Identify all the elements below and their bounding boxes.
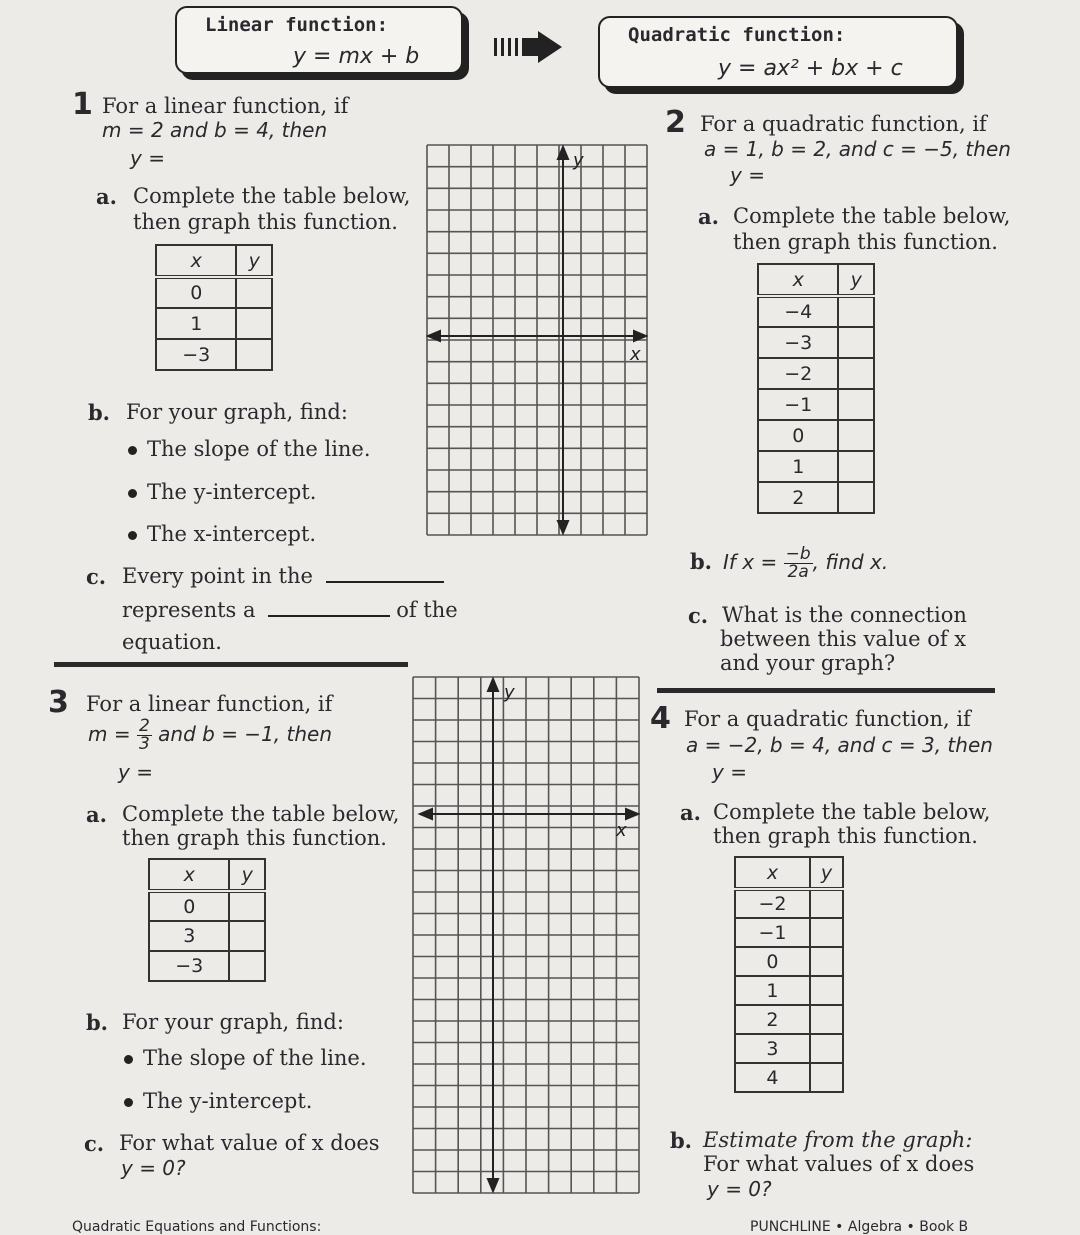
problem-2-c-line1: What is the connection xyxy=(722,603,967,627)
problem-1-line1: For a linear function, if xyxy=(102,94,349,118)
table-header-row xyxy=(758,264,874,296)
table-row xyxy=(149,891,265,921)
problem-3-b-text: For your graph, find: xyxy=(122,1010,344,1034)
problem-1-c-line2: represents a of the xyxy=(122,598,458,622)
problem-4-line2: a = −2, b = 4, and c = 3, then xyxy=(686,733,993,757)
table-row xyxy=(758,420,874,451)
table-cell-x: −1 xyxy=(735,918,810,947)
graph-3-x-axis-label: x xyxy=(616,820,627,841)
problem-1-bullet-2: The y-intercept. xyxy=(128,480,317,505)
table-cell-x: 2 xyxy=(735,1005,810,1034)
problem-1-b-text: For your graph, find: xyxy=(126,400,348,424)
table-cell-x: 0 xyxy=(156,277,236,308)
problem-3-line2: m = $\frac{2}{3}$ and b = −1, then xyxy=(88,716,333,754)
table-cell-y-input[interactable] xyxy=(838,327,874,358)
table-row xyxy=(156,277,272,308)
table-row xyxy=(149,921,265,951)
bullet-icon xyxy=(124,1055,133,1064)
graph-3-coordinate-grid[interactable] xyxy=(412,676,640,1194)
problem-2-number: 2 xyxy=(665,105,686,140)
table-cell-x: −2 xyxy=(758,358,838,389)
problem-2-y-equals: y = xyxy=(730,163,765,187)
table-row xyxy=(758,482,874,513)
table-header-y: y xyxy=(236,245,272,277)
table-row xyxy=(758,389,874,420)
table-header-y: y xyxy=(229,859,265,891)
quadratic-function-formula: y = ax² + bx + c xyxy=(718,56,903,81)
bullet-icon xyxy=(128,531,137,540)
table-cell-x: −3 xyxy=(758,327,838,358)
table-cell-x: 3 xyxy=(149,921,229,951)
problem-1-line2: m = 2 and b = 4, then xyxy=(102,118,328,142)
problem-2-c-line3: and your graph? xyxy=(720,651,896,675)
footer-right: PUNCHLINE • Algebra • Book B xyxy=(750,1219,969,1235)
problem-3-b-label: b. xyxy=(86,1010,108,1035)
problem-3-bullet-2: The y-intercept. xyxy=(124,1089,313,1114)
problem-4-a-line1: Complete the table below, xyxy=(713,800,991,824)
bullet-icon xyxy=(128,489,137,498)
table-cell-x: 0 xyxy=(149,891,229,921)
quadratic-function-box xyxy=(598,16,958,88)
problem-1-c-line1: Every point in the xyxy=(122,564,444,589)
footer-left: Quadratic Equations and Functions: xyxy=(72,1219,322,1235)
table-header-x: x xyxy=(156,245,236,277)
table-cell-x: −3 xyxy=(156,339,236,370)
table-header-y: y xyxy=(810,857,843,889)
table-row xyxy=(735,1005,843,1034)
table-cell-y-input[interactable] xyxy=(229,891,265,921)
answer-blank[interactable] xyxy=(326,581,444,583)
table-row xyxy=(735,976,843,1005)
table-cell-x: 4 xyxy=(735,1063,810,1092)
table-cell-y-input[interactable] xyxy=(810,1063,843,1092)
problem-3-c-line1: For what value of x does xyxy=(119,1131,380,1155)
problem-1-bullet-1: The slope of the line. xyxy=(128,437,371,462)
problem-2-line2: a = 1, b = 2, and c = −5, then xyxy=(704,137,1011,161)
problem-1-number: 1 xyxy=(72,87,93,122)
problem-3-number: 3 xyxy=(48,685,69,720)
table-cell-y-input[interactable] xyxy=(838,451,874,482)
table-header-row xyxy=(156,245,272,277)
bullet-icon xyxy=(124,1098,133,1107)
table-cell-x: −4 xyxy=(758,296,838,327)
table-cell-y-input[interactable] xyxy=(810,918,843,947)
problem-4-a-label: a. xyxy=(680,800,701,825)
table-cell-y-input[interactable] xyxy=(810,976,843,1005)
problem-1-b-label: b. xyxy=(88,400,110,425)
table-row xyxy=(735,918,843,947)
problem-3-y-equals: y = xyxy=(118,760,153,784)
table-row xyxy=(758,327,874,358)
problem-4-number: 4 xyxy=(650,701,671,736)
table-cell-y-input[interactable] xyxy=(838,358,874,389)
problem-1-a-label: a. xyxy=(96,184,117,209)
table-row xyxy=(735,1034,843,1063)
problem-1-c-label: c. xyxy=(86,564,107,589)
table-cell-x: 1 xyxy=(156,308,236,339)
table-header-row xyxy=(149,859,265,891)
graph-3-y-axis-label: y xyxy=(504,682,515,703)
table-cell-x: 3 xyxy=(735,1034,810,1063)
problem-1-bullet-3: The x-intercept. xyxy=(128,522,316,547)
divider-left xyxy=(54,662,408,667)
table-cell-y-input[interactable] xyxy=(236,277,272,308)
table-cell-x: 2 xyxy=(758,482,838,513)
problem-1-a-line1: Complete the table below, xyxy=(133,184,411,208)
table-header-y: y xyxy=(838,264,874,296)
divider-right xyxy=(657,688,995,693)
bullet-icon xyxy=(128,446,137,455)
table-cell-x: 0 xyxy=(758,420,838,451)
table-row xyxy=(156,308,272,339)
table-cell-y-input[interactable] xyxy=(810,1034,843,1063)
problem-3-c-line2: y = 0? xyxy=(121,1156,186,1180)
table-header-row xyxy=(735,857,843,889)
table-cell-x: −2 xyxy=(735,889,810,918)
problem-2-line1: For a quadratic function, if xyxy=(700,112,987,136)
problem-2-b-text: If x = $\frac{-b}{2a}$ , find x. xyxy=(723,544,889,582)
table-cell-y-input[interactable] xyxy=(838,482,874,513)
table-row xyxy=(735,889,843,918)
table-cell-x: 1 xyxy=(735,976,810,1005)
problem-2-b-label: b. xyxy=(690,549,712,574)
linear-function-title: Linear function: xyxy=(205,14,389,36)
problem-2-a-label: a. xyxy=(698,204,719,229)
answer-blank[interactable] xyxy=(268,615,390,617)
problem-3-a-line1: Complete the table below, xyxy=(122,802,400,826)
table-cell-y-input[interactable] xyxy=(229,951,265,981)
problem-4-b-line2: For what values of x does xyxy=(703,1152,975,1176)
problem-1-table xyxy=(155,244,273,371)
table-cell-y-input[interactable] xyxy=(229,921,265,951)
fraction-two-thirds: $\frac{2}{3}$ xyxy=(138,716,150,754)
quadratic-function-title: Quadratic function: xyxy=(628,24,846,46)
problem-4-table xyxy=(734,856,844,1093)
arrow-right-icon xyxy=(492,30,564,64)
problem-2-c-line2: between this value of x xyxy=(720,627,967,651)
table-cell-y-input[interactable] xyxy=(810,947,843,976)
problem-2-a-line2: then graph this function. xyxy=(733,230,998,254)
problem-3-a-line2: then graph this function. xyxy=(122,826,387,850)
table-header-x: x xyxy=(735,857,810,889)
table-row xyxy=(156,339,272,370)
table-cell-x: −3 xyxy=(149,951,229,981)
problem-3-bullet-1: The slope of the line. xyxy=(124,1046,367,1071)
problem-4-b-line1: Estimate from the graph: xyxy=(703,1128,973,1152)
table-cell-y-input[interactable] xyxy=(810,889,843,918)
table-cell-y-input[interactable] xyxy=(838,420,874,451)
table-header-x: x xyxy=(758,264,838,296)
problem-2-table xyxy=(757,263,875,514)
table-header-x: x xyxy=(149,859,229,891)
problem-3-c-label: c. xyxy=(84,1131,105,1156)
problem-2-a-line1: Complete the table below, xyxy=(733,204,1011,228)
problem-3-table xyxy=(148,858,266,982)
fraction-neg-b-over-2a: $\frac{-b}{2a}$ xyxy=(785,544,811,582)
problem-1-a-line2: then graph this function. xyxy=(133,210,398,234)
problem-3-line1: For a linear function, if xyxy=(86,692,333,716)
table-cell-y-input[interactable] xyxy=(838,296,874,327)
linear-function-formula: y = mx + b xyxy=(293,44,420,69)
problem-4-b-label: b. xyxy=(670,1128,692,1153)
graph-1-y-axis-label: y xyxy=(573,150,584,171)
problem-3-a-label: a. xyxy=(86,802,107,827)
table-cell-x: 1 xyxy=(758,451,838,482)
problem-4-a-line2: then graph this function. xyxy=(713,824,978,848)
linear-function-box xyxy=(175,6,463,74)
table-cell-y-input[interactable] xyxy=(236,339,272,370)
table-cell-x: 0 xyxy=(735,947,810,976)
problem-1-y-equals: y = xyxy=(130,146,165,170)
table-cell-x: −1 xyxy=(758,389,838,420)
problem-4-b-line3: y = 0? xyxy=(707,1177,772,1201)
problem-4-line1: For a quadratic function, if xyxy=(684,707,971,731)
table-row xyxy=(735,947,843,976)
table-row xyxy=(758,296,874,327)
table-row xyxy=(149,951,265,981)
graph-1-coordinate-grid[interactable] xyxy=(426,144,648,536)
problem-2-c-label: c. xyxy=(688,603,709,628)
problem-1-c-line3: equation. xyxy=(122,630,222,654)
table-cell-y-input[interactable] xyxy=(236,308,272,339)
graph-1-x-axis-label: x xyxy=(630,344,641,365)
table-cell-y-input[interactable] xyxy=(810,1005,843,1034)
table-cell-y-input[interactable] xyxy=(838,389,874,420)
problem-4-y-equals: y = xyxy=(712,760,747,784)
table-row xyxy=(758,358,874,389)
table-row xyxy=(758,451,874,482)
table-row xyxy=(735,1063,843,1092)
